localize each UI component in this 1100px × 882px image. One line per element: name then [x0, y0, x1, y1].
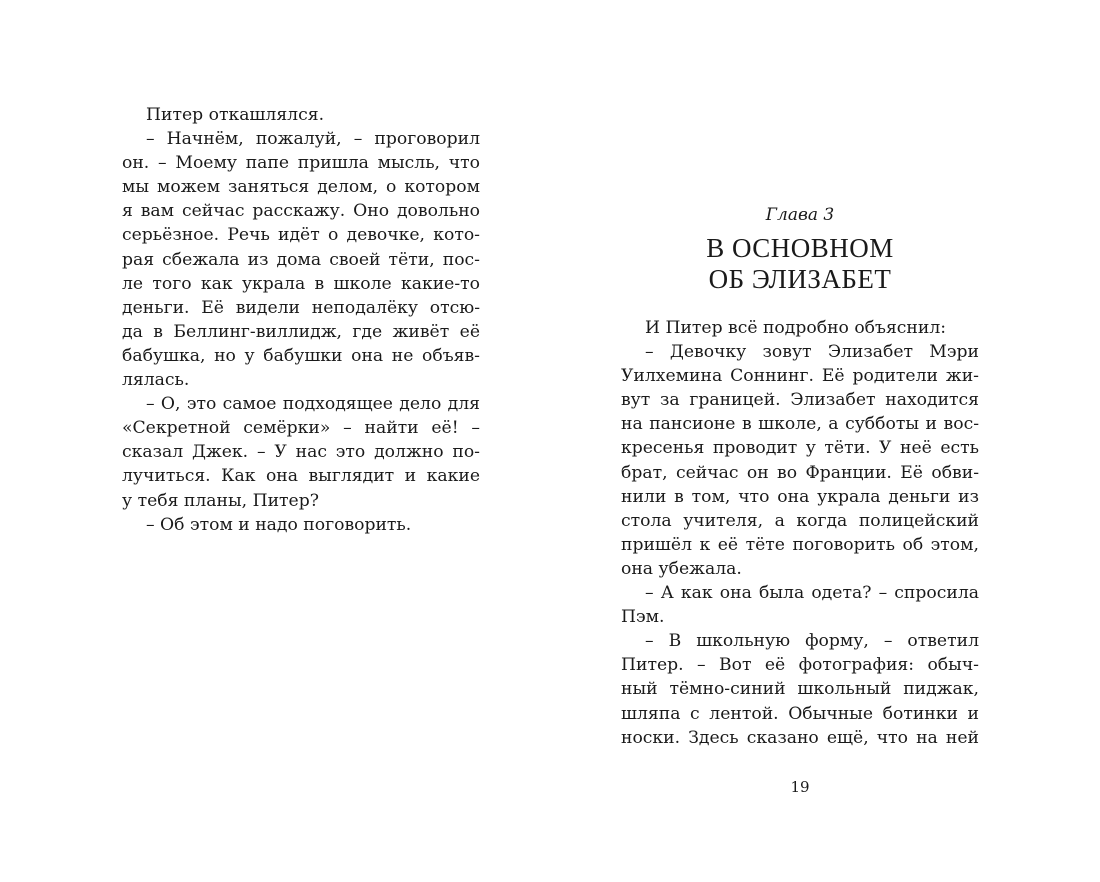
- paragraph-line: пришёл к её тёте поговорить об этом,: [621, 534, 979, 555]
- paragraph-line: – В школьную форму, – ответил: [645, 631, 979, 652]
- chapter-label: Глава 3: [765, 205, 835, 225]
- paragraph-line: ный тёмно-синий школьный пиджак,: [621, 679, 979, 700]
- paragraph-line: – О, это самое подходящее дело для: [146, 394, 480, 415]
- right-page: [621, 0, 979, 882]
- paragraph-line: я вам сейчас расскажу. Оно довольно: [122, 201, 480, 222]
- paragraph-line: брат, сейчас он во Франции. Её обви-: [621, 462, 979, 483]
- paragraph-line: она убежала.: [621, 558, 742, 579]
- paragraph-line: стола учителя, а когда полицейский: [621, 510, 979, 531]
- paragraph-line: носки. Здесь сказано ещё, что на ней: [621, 727, 979, 748]
- paragraph-line: деньги. Её видели неподалёку отсю-: [122, 297, 480, 318]
- paragraph-line: лялась.: [122, 370, 190, 391]
- chapter-title-line: ОБ ЭЛИЗАБЕТ: [708, 264, 892, 294]
- paragraph-line: «Секретной семёрки» – найти её! –: [122, 418, 480, 439]
- paragraph-line: да в Беллинг-виллидж, где живёт её: [122, 321, 480, 342]
- paragraph-line: сказал Джек. – У нас это должно по-: [122, 442, 480, 463]
- paragraph-line: И Питер всё подробно объяснил:: [645, 318, 947, 338]
- left-page-body: [122, 103, 480, 537]
- paragraph-line: серьёзное. Речь идёт о девочке, кото-: [122, 225, 480, 246]
- paragraph-line: лучиться. Как она выглядит и какие: [122, 466, 480, 487]
- paragraph-line: он. – Моему папе пришла мысль, что: [122, 153, 480, 174]
- paragraph-line: мы можем заняться делом, о котором: [122, 177, 480, 198]
- paragraph-line: шляпа с лентой. Обычные ботинки и: [621, 703, 979, 724]
- paragraph-line: – Девочку зовут Элизабет Мэри: [645, 342, 979, 363]
- page-number: 19: [790, 778, 810, 796]
- paragraph-line: Питер откашлялся.: [146, 105, 325, 125]
- paragraph-line: Уилхемина Соннинг. Её родители жи-: [621, 366, 979, 387]
- paragraph-line: на пансионе в школе, а субботы и вос-: [621, 414, 979, 435]
- paragraph-line: вут за границей. Элизабет находится: [621, 390, 979, 411]
- paragraph-line: нили в том, что она украла деньги из: [621, 486, 979, 507]
- left-page: [122, 0, 480, 882]
- paragraph-line: рая сбежала из дома своей тёти, пос-: [122, 249, 480, 270]
- right-page-body: [621, 316, 979, 750]
- chapter-title-line: В ОСНОВНОМ: [706, 233, 894, 263]
- paragraph-line: – А как она была одета? – спросила: [645, 583, 979, 604]
- chapter-title: [621, 233, 979, 295]
- paragraph-line: – Начнём, пожалуй, – проговорил: [146, 129, 480, 150]
- paragraph-line: Пэм.: [621, 607, 665, 628]
- paragraph-line: бабушка, но у бабушки она не объяв-: [122, 345, 480, 366]
- paragraph-line: ле того как украла в школе какие-то: [122, 273, 480, 294]
- paragraph-line: у тебя планы, Питер?: [122, 490, 319, 511]
- paragraph-line: – Об этом и надо поговорить.: [146, 514, 412, 535]
- paragraph-line: кресенья проводит у тёти. У неё есть: [621, 438, 979, 459]
- paragraph-line: Питер. – Вот её фотография: обыч-: [621, 655, 979, 676]
